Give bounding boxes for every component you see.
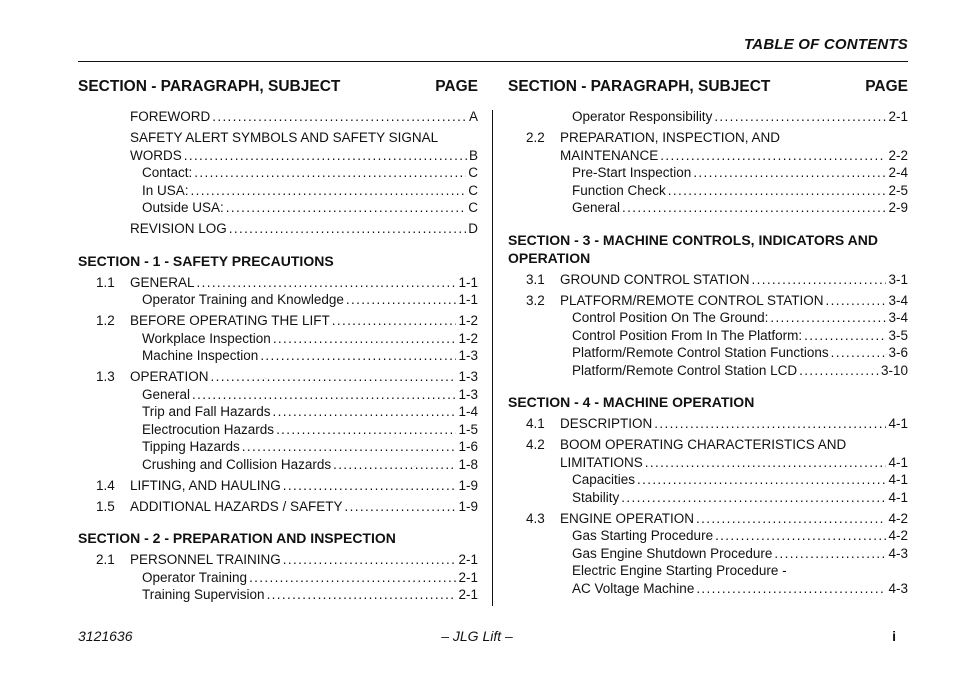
- toc-entry[interactable]: [508, 454, 908, 472]
- entry-title: Function Check: [572, 182, 666, 198]
- entry-title: Capacities: [572, 472, 636, 487]
- entry-number: 1.5: [96, 498, 115, 514]
- dot-leader: [283, 551, 457, 569]
- entry-title: Electric Engine Starting Procedure -: [572, 563, 787, 578]
- toc-subentry[interactable]: [508, 199, 908, 217]
- dot-leader: [660, 147, 886, 165]
- header-divider: [78, 61, 908, 62]
- entry-page: 1-9: [458, 477, 478, 493]
- entry-title: Electrocution Hazards: [142, 421, 275, 437]
- toc-subentry[interactable]: [508, 108, 908, 126]
- entry-title: ADDITIONAL HAZARDS / SAFETY: [130, 498, 343, 514]
- entry-title: PLATFORM/REMOTE CONTROL STATION: [560, 292, 824, 308]
- column-header-page: PAGE: [435, 78, 478, 95]
- dot-leader: [229, 220, 466, 238]
- toc-subentry[interactable]: [508, 309, 908, 327]
- toc-entry[interactable]: [508, 292, 908, 310]
- entry-title: BOOM OPERATING CHARACTERISTICS AND: [560, 437, 847, 452]
- dot-leader: [273, 330, 457, 348]
- toc-entry[interactable]: [508, 147, 908, 165]
- dot-leader: [799, 362, 879, 380]
- dot-leader: [622, 199, 886, 217]
- entry-title: FOREWORD: [130, 109, 211, 124]
- entry-title: Gas Starting Procedure: [572, 528, 714, 543]
- dot-leader: [192, 386, 456, 404]
- entry-title: Control Position From In The Platform:: [572, 327, 803, 343]
- dot-leader: [346, 291, 457, 309]
- entry-number: 2.2: [526, 130, 545, 145]
- toc-subentry[interactable]: [78, 421, 478, 439]
- dot-leader: [774, 545, 886, 563]
- entry-page: 4-3: [888, 545, 908, 561]
- entry-page: 2-4: [888, 165, 908, 180]
- dot-leader: [226, 199, 466, 217]
- entry-page: 3-4: [888, 310, 908, 325]
- entry-title: PREPARATION, INSPECTION, AND: [560, 130, 781, 145]
- entry-number: 1.4: [96, 477, 115, 493]
- toc-subentry[interactable]: [78, 403, 478, 421]
- entry-page: 1-3: [458, 386, 478, 402]
- entry-page: 2-1: [458, 587, 478, 602]
- column-header: [78, 78, 478, 98]
- entry-title: REVISION LOG: [130, 221, 227, 236]
- toc-entry[interactable]: [78, 368, 478, 386]
- entry-page: 2-1: [888, 109, 908, 124]
- dot-leader: [283, 477, 457, 495]
- entry-title: Control Position On The Ground:: [572, 310, 769, 325]
- entry-page: 3-1: [888, 271, 908, 287]
- entry-title: Operator Responsibility: [572, 109, 713, 124]
- entry-page: 2-1: [458, 552, 478, 567]
- section-heading[interactable]: SECTION - 1 - SAFETY PRECAUTIONS: [78, 252, 334, 269]
- entry-title: Platform/Remote Control Station Functions: [572, 345, 829, 360]
- entry-title: GROUND CONTROL STATION: [560, 271, 750, 287]
- entry-title: Platform/Remote Control Station LCD: [572, 362, 798, 378]
- entry-page: C: [468, 182, 478, 198]
- toc-subentry[interactable]: [78, 347, 478, 365]
- entry-page: 2-5: [888, 182, 908, 198]
- toc-entry[interactable]: [78, 108, 478, 126]
- dot-leader: [654, 415, 886, 433]
- entry-title: General: [142, 386, 191, 402]
- dot-leader: [194, 164, 466, 182]
- column-header: [508, 78, 908, 98]
- toc-column-right: [508, 78, 908, 597]
- entry-page: C: [468, 165, 478, 180]
- entry-number: 3.2: [526, 292, 545, 308]
- toc-entry[interactable]: [508, 271, 908, 289]
- toc-subentry[interactable]: [78, 182, 478, 200]
- dot-leader: [197, 274, 457, 292]
- entry-title: General: [572, 200, 621, 215]
- entry-title: SAFETY ALERT SYMBOLS AND SAFETY SIGNAL: [130, 130, 439, 145]
- entry-title: BEFORE OPERATING THE LIFT: [130, 313, 330, 328]
- section-heading[interactable]: SECTION - 2 - PREPARATION AND INSPECTION: [78, 530, 396, 546]
- entry-title: AC Voltage Machine: [572, 580, 695, 596]
- dot-leader: [332, 312, 457, 330]
- dot-leader: [211, 368, 457, 386]
- dot-leader: [770, 309, 886, 327]
- toc-subentry[interactable]: [508, 545, 908, 563]
- entry-number: 2.1: [96, 552, 115, 567]
- footer-brand: – JLG Lift –: [441, 628, 513, 644]
- entry-title: OPERATION: [130, 369, 209, 384]
- entry-page: C: [468, 200, 478, 215]
- toc-entry[interactable]: [78, 129, 478, 147]
- dot-leader: [191, 182, 467, 200]
- column-divider: [492, 110, 493, 606]
- toc-subentry[interactable]: [78, 199, 478, 217]
- dot-leader: [715, 527, 886, 545]
- toc-entry[interactable]: [508, 510, 908, 528]
- dot-leader: [267, 586, 457, 604]
- entry-page: 4-2: [888, 510, 908, 526]
- entry-page: 1-3: [458, 369, 478, 384]
- entry-title: Gas Engine Shutdown Procedure: [572, 545, 773, 561]
- dot-leader: [260, 347, 456, 365]
- dot-leader: [333, 456, 456, 474]
- section-heading[interactable]: SECTION - 3 - MACHINE CONTROLS, INDICATORS AND OPERATION: [508, 231, 878, 266]
- toc-subentry[interactable]: [508, 471, 908, 489]
- dot-leader: [249, 569, 456, 587]
- entry-title: Tipping Hazards: [142, 439, 240, 454]
- toc-entry[interactable]: [508, 129, 908, 147]
- toc-subentry[interactable]: [508, 489, 908, 507]
- toc-entry[interactable]: [78, 147, 478, 165]
- toc-entry[interactable]: [78, 220, 478, 238]
- entry-page: 3-5: [888, 327, 908, 343]
- entry-title: Trip and Fall Hazards: [142, 404, 271, 419]
- entry-title: DESCRIPTION: [560, 416, 653, 431]
- entry-page: 4-1: [888, 472, 908, 487]
- entry-page: D: [468, 221, 478, 236]
- entry-page: 4-1: [888, 416, 908, 431]
- entry-title: MAINTENANCE: [560, 147, 659, 163]
- dot-leader: [184, 147, 467, 165]
- toc-subentry[interactable]: [508, 164, 908, 182]
- entry-number: 1.2: [96, 313, 115, 328]
- entry-title: ENGINE OPERATION: [560, 510, 695, 526]
- entry-title: Pre-Start Inspection: [572, 165, 692, 180]
- entry-number: 1.1: [96, 274, 115, 290]
- entry-page: 1-2: [458, 313, 478, 328]
- toc-entry[interactable]: [78, 274, 478, 292]
- dot-leader: [645, 454, 887, 472]
- toc-entry[interactable]: [78, 477, 478, 495]
- page-number: i: [892, 628, 896, 644]
- dot-leader: [345, 498, 457, 516]
- dot-leader: [804, 327, 886, 345]
- entry-number: 4.1: [526, 416, 545, 431]
- dot-leader: [637, 471, 886, 489]
- entry-number: 4.2: [526, 437, 545, 452]
- entry-page: 1-1: [458, 274, 478, 290]
- entry-page: 1-8: [458, 456, 478, 472]
- entry-page: 1-9: [458, 498, 478, 514]
- entry-page: 4-2: [888, 528, 908, 543]
- dot-leader: [826, 292, 887, 310]
- entry-title: Crushing and Collision Hazards: [142, 456, 332, 472]
- dot-leader: [693, 164, 886, 182]
- toc-subentry[interactable]: [78, 330, 478, 348]
- column-header-subject: SECTION - PARAGRAPH, SUBJECT: [508, 78, 771, 95]
- dot-leader: [714, 108, 886, 126]
- page-header-title: TABLE OF CONTENTS: [744, 36, 908, 53]
- toc-entry[interactable]: [78, 551, 478, 569]
- toc-subentry[interactable]: [508, 344, 908, 362]
- toc-subentry[interactable]: [78, 456, 478, 474]
- dot-leader: [831, 344, 887, 362]
- dot-leader: [276, 421, 456, 439]
- toc-entry[interactable]: [508, 415, 908, 433]
- toc-entry[interactable]: [508, 436, 908, 454]
- toc-subentry[interactable]: [78, 164, 478, 182]
- toc-subentry[interactable]: [508, 562, 908, 580]
- entry-title: Outside USA:: [142, 200, 224, 215]
- entry-number: 1.3: [96, 369, 115, 384]
- dot-leader: [668, 182, 887, 200]
- document-number: 3121636: [78, 628, 133, 644]
- entry-title: Machine Inspection: [142, 348, 259, 363]
- entry-page: 3-6: [888, 345, 908, 360]
- entry-page: 2-9: [888, 200, 908, 215]
- entry-page: A: [468, 109, 478, 124]
- toc-subentry[interactable]: [78, 291, 478, 309]
- dot-leader: [273, 403, 457, 421]
- entry-page: 3-4: [888, 292, 908, 308]
- entry-title: Contact:: [142, 165, 193, 180]
- entry-page: 4-1: [888, 454, 908, 470]
- entry-title: Operator Training: [142, 569, 248, 585]
- toc-subentry[interactable]: [508, 580, 908, 598]
- toc-entry[interactable]: [78, 312, 478, 330]
- toc-subentry[interactable]: [508, 182, 908, 200]
- dot-leader: [242, 438, 457, 456]
- entry-page: 1-3: [458, 348, 478, 363]
- toc-subentry[interactable]: [78, 569, 478, 587]
- toc-column-left: [78, 78, 478, 604]
- dot-leader: [696, 580, 886, 598]
- entry-title: Training Supervision: [142, 587, 265, 602]
- entry-title: GENERAL: [130, 274, 195, 290]
- entry-title: Stability: [572, 489, 620, 505]
- entry-number: 4.3: [526, 510, 545, 526]
- entry-page: 2-1: [458, 569, 478, 585]
- dot-leader: [621, 489, 886, 507]
- entry-page: 1-2: [458, 330, 478, 346]
- entry-title: In USA:: [142, 182, 189, 198]
- entry-page: 3-10: [880, 362, 908, 378]
- entry-page: 1-4: [458, 404, 478, 419]
- entry-title: LIMITATIONS: [560, 454, 643, 470]
- toc-subentry[interactable]: [508, 362, 908, 380]
- entry-page: 1-1: [458, 292, 478, 307]
- entry-page: 4-1: [888, 489, 908, 505]
- toc-subentry[interactable]: [78, 586, 478, 604]
- dot-leader: [212, 108, 467, 126]
- dot-leader: [752, 271, 887, 289]
- entry-page: 1-5: [458, 421, 478, 437]
- entry-page: B: [468, 147, 478, 163]
- entry-number: 3.1: [526, 271, 545, 287]
- toc-subentry[interactable]: [508, 527, 908, 545]
- column-header-page: PAGE: [865, 78, 908, 95]
- entry-title: Operator Training and Knowledge: [142, 292, 344, 307]
- entry-title: Workplace Inspection: [142, 330, 271, 346]
- toc-subentry[interactable]: [78, 438, 478, 456]
- toc-subentry[interactable]: [508, 327, 908, 345]
- toc-subentry[interactable]: [78, 386, 478, 404]
- entry-title: WORDS: [130, 147, 182, 163]
- entry-page: 1-6: [458, 439, 478, 454]
- section-heading[interactable]: SECTION - 4 - MACHINE OPERATION: [508, 394, 755, 410]
- entry-title: PERSONNEL TRAINING: [130, 552, 281, 567]
- dot-leader: [696, 510, 886, 528]
- column-header-subject: SECTION - PARAGRAPH, SUBJECT: [78, 78, 341, 95]
- entry-page: 4-3: [888, 580, 908, 596]
- toc-entry[interactable]: [78, 498, 478, 516]
- entry-page: 2-2: [888, 147, 908, 163]
- entry-title: LIFTING, AND HAULING: [130, 477, 281, 493]
